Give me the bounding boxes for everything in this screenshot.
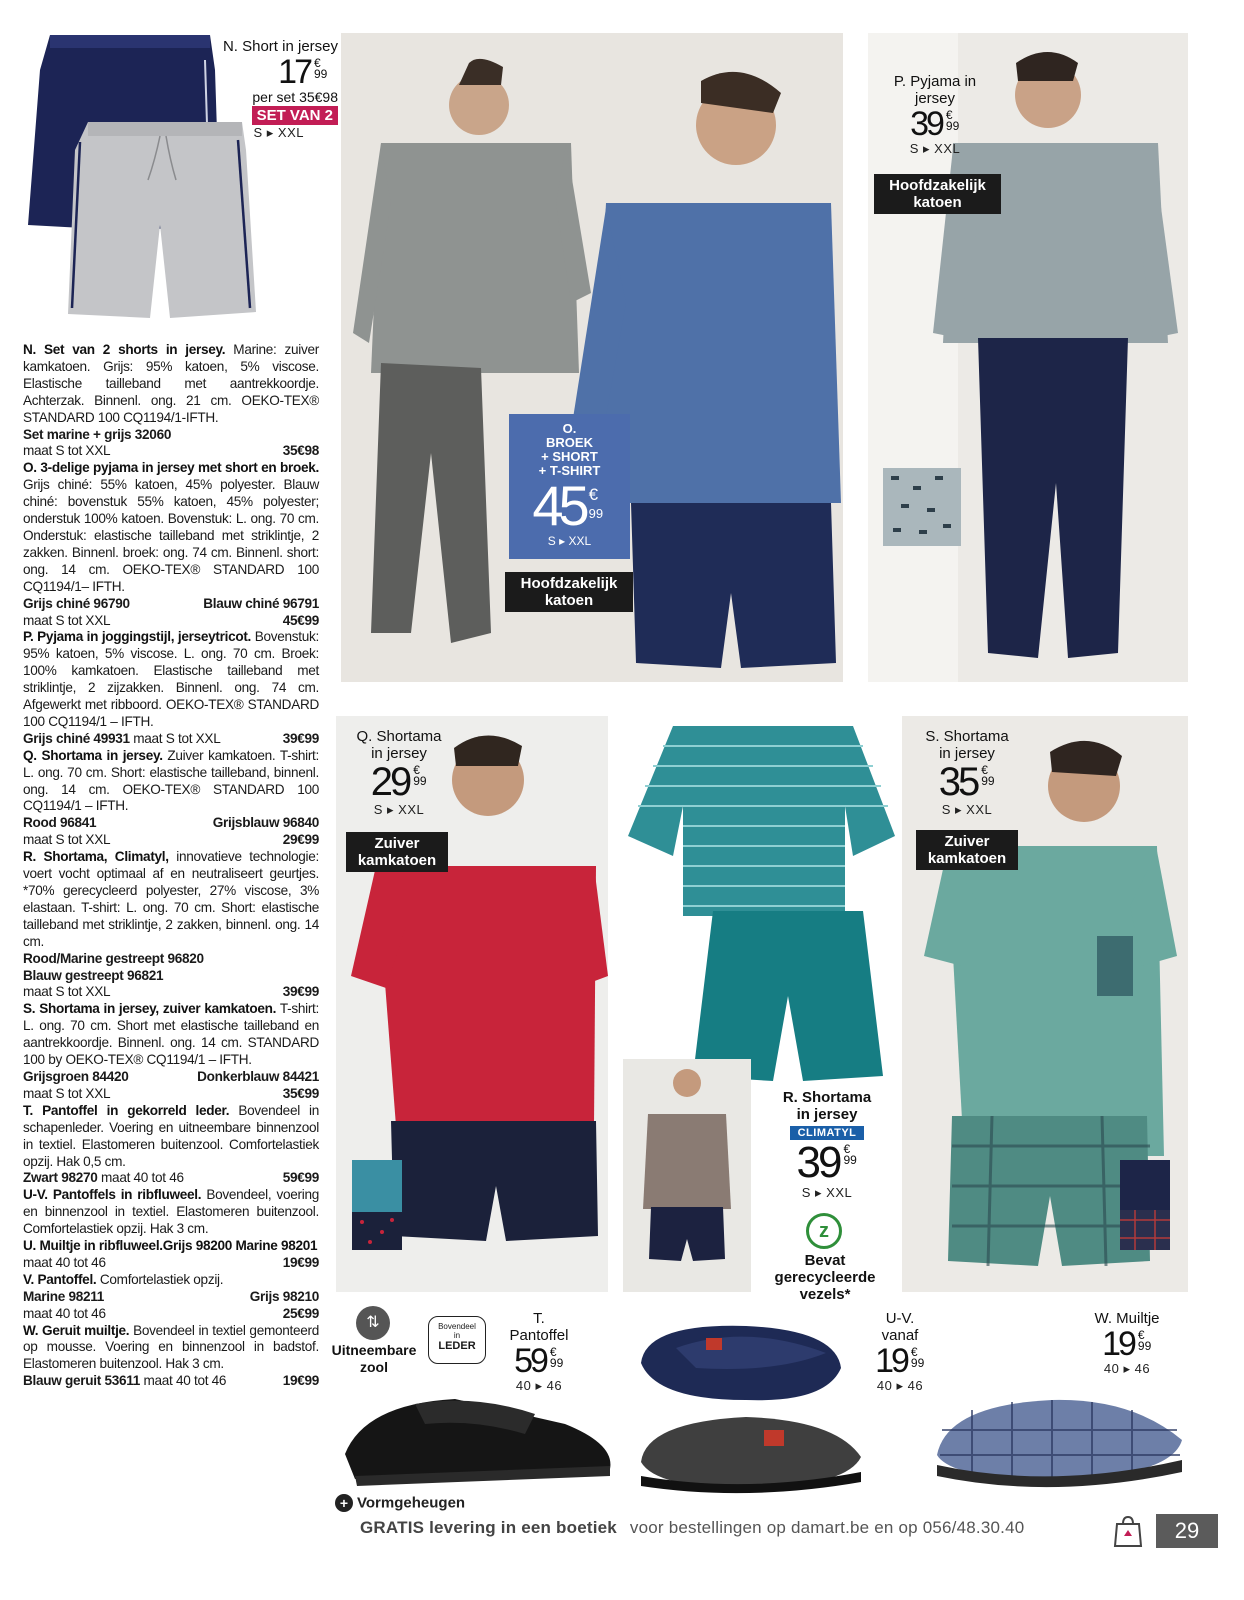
callout-t-price: 59 € 99 — [514, 1342, 564, 1380]
callout-n-title: N. Short in jersey — [222, 38, 338, 55]
callout-r-line2: in jersey — [796, 1106, 858, 1123]
tag-q-cotton: Zuiver kamkatoen — [346, 832, 448, 872]
callout-s-line2: in jersey — [939, 745, 995, 762]
price-callout-n — [200, 38, 350, 141]
callout-q-price: 29 € 99 — [370, 760, 427, 804]
plus-icon: + — [335, 1494, 353, 1512]
callout-p-line1: P. Pyjama in — [893, 73, 977, 90]
callout-w-line1: W. Muiltje — [1094, 1310, 1160, 1327]
leather-icon: Bovendeel in LEDER — [428, 1316, 486, 1364]
swatch-q-navy — [352, 1212, 402, 1250]
desc-r-price-row: maat S tot XXL 39€99 — [23, 984, 319, 1000]
callout-r-line1: R. Shortama — [782, 1089, 872, 1106]
callout-w-size: 40 ▸ 46 — [1103, 1361, 1151, 1376]
shopping-bag-icon — [1112, 1514, 1144, 1548]
tag-s-cotton: Zuiver kamkatoen — [916, 830, 1018, 870]
slipper-w-photo — [932, 1380, 1190, 1495]
callout-s-size: S ▸ XXL — [941, 802, 993, 817]
price-callout-p — [880, 73, 990, 157]
product-descriptions: N. Set van 2 shorts in jersey. Marine: zuiver kamkatoen. Grijs: 95% katoen, 5% viscose. Elastische tailleband met aantrekkoordje. Achterzak. Binnenl. ong. 21 cm. OEKO-TEX® STANDARD 100 CQ1194/1-IFTH. Set marine + grijs 32060 maat S tot XXL 35€98 O. 3-delige pyjama in jersey met short en broek. Grijs chiné: 55% katoen, 45% polyester. Blauw chiné: bovenstuk 55% katoen, 45% polyester; onderstuk 100% katoen. Bovenstuk: L. ong. 70 cm. Onderstuk: elastische tailleband met striklintje, 2 zakken. Binnenl. broek: ong. 74 cm. Binnenl. short: ong. 14 cm. OEKO-TEX® STANDARD 100 CQ1194/1– IFTH. Grijs chiné 96790 Blauw chiné 96791 maat S tot XXL 45€99 P. Pyjama in joggingstijl, jerseytricot. Bovenstuk: 95% katoen, 5% viscose. L. ong. 70 cm. Broek: 100% kamkatoen. Elastische tailleband met striklintje, 2 zijzakken. Binnenl. ong. 74 cm. Afgewerkt met ribboord. OEKO-TEX® STANDARD 100 CQ1194/1 – IFTH. Grijs chiné 49931 maat S tot XXL 39€99 Q. Shortama in jersey. Zuiver kamkatoen. T-shirt: L. ong. 70 cm. Short: elastische tailleband, binnenl. ong. 14 cm. OEKO-TEX® STANDARD 100 CQ1194/1 – IFTH. Rood 96841 Grijsblauw 96840 maat S tot XXL 29€99 R. Shortama, Climatyl, innovatieve technologie: voert vocht optimaal af en neutraliseert geurtjes. *70% gerecycleerd polyester, 27% viscose, 3% elastaan. T-shirt: L. ong. 70 cm. Short: elastische tailleband met striklintje, 2 zakken, binnenl. ong. 14 cm. Rood/Marine gestreept 96820 Blauw gestreept 96821 maat S tot XXL 39€99 S. Shortama in jersey, zuiver kamkatoen. T-shirt: L. ong. 70 cm. Short met elastische tailleband en aantrekkoordje. Binnenl. ong. 14 cm. STANDARD 100 by OEKO-TEX® CQ1194/1 – IFTH. Grijsgroen 84420 Donkerblauw 84421 maat S tot XXL 35€99 T. Pantoffel in gekorreld leder. Bovendeel in schapenleder. Voering en uitneembare binnenzool in textiel. Elastomeren buitenzool. Comfortelastiek opzij. Hak 0,5 cm. Zwart 98270 maat 40 tot 46 59€99 U-V. Pantoffels in ribfluweel. Bovendeel, voering en binnenzool in textiel. Elastomeren buitenzool. Comfortelastiek opzij. Hak 3 cm. U. Muiltje in ribfluweel.Grijs 98200 Marine 98201 maat 40 tot 46 19€99 V. Pantoffel. Comfortelastiek opzij. Marine 98211 Grijs 98210 maat 40 tot 46 25€99 W. Geruit muiltje. Bovendeel in textiel gemonteerd op mousse. Voering en binnenzool in badstof. Elastomeren buitenzool. Hak 3 cm. Blauw geruit 53611 maat 40 tot 46 19€99 — [23, 342, 320, 1389]
callout-n-price: 17 € 99 — [278, 53, 328, 91]
slipper-u-photo — [636, 1318, 846, 1408]
desc-o: O. 3-delige pyjama in jersey met short en broek. Grijs chiné: 55% katoen, 45% polyester. Blauw chiné: bovenstuk 55% katoen, 45% polyester; onderstuk 100% katoen. Bovenstuk: L. ong. 70 cm. Onderstuk: elastische tailleband met striklintje, 2 zakken. Binnenl. broek: ong. 74 cm. Binnenl. short: ong. 14 cm. OEKO-TEX® STANDARD 100 CQ1194/1– IFTH. — [23, 460, 319, 594]
tag-p-cotton: Hoofdzakelijk katoen — [874, 174, 1001, 214]
callout-t-line1: T. — [533, 1310, 545, 1327]
desc-n: N. Set van 2 shorts in jersey. Marine: zuiver kamkatoen. Grijs: 95% katoen, 5% viscose. Elastische tailleband met aantrekkoordje. Achterzak. Binnenl. ong. 21 cm. OEKO-TEX® STANDARD 100 CQ1194/1-IFTH. — [23, 342, 319, 425]
callout-r-size: S ▸ XXL — [801, 1185, 853, 1200]
callout-t-line2: Pantoffel — [509, 1327, 569, 1344]
callout-uv-line1: U-V. — [885, 1310, 915, 1327]
slipper-t-photo — [335, 1384, 620, 1494]
fabric-swatch-p — [883, 468, 961, 546]
desc-u-price-row: maat 40 tot 46 19€99 — [23, 1254, 319, 1270]
callout-p-price: 39 € 99 — [910, 105, 960, 143]
callout-s-line1: S. Shortama — [925, 728, 1009, 745]
callout-s-price: 35 € 99 — [938, 760, 995, 804]
desc-n-price-row: maat S tot XXL 35€98 — [23, 443, 319, 459]
desc-w: W. Geruit muiltje. Bovendeel in textiel gemonteerd op mousse. Voering en binnenzool in badstof. Elastomeren buitenzool. Hak 3 cm. — [23, 1322, 319, 1372]
desc-o-price-row: maat S tot XXL 45€99 — [23, 612, 319, 628]
climatyl-badge: CLIMATYL — [790, 1126, 865, 1140]
callout-q-line2: in jersey — [371, 745, 427, 762]
price-callout-w — [1082, 1310, 1172, 1377]
swatch-s-plaid — [1120, 1210, 1170, 1250]
shortama-r-flat-photo — [623, 716, 901, 1086]
callout-q-line1: Q. Shortama — [356, 728, 442, 745]
callout-o-price: 45 € 99 — [532, 474, 604, 537]
price-callout-t — [494, 1310, 584, 1394]
callout-uv-size: 40 ▸ 46 — [876, 1378, 924, 1393]
slipper-v-photo — [636, 1402, 866, 1494]
callout-p-size: S ▸ XXL — [909, 141, 961, 156]
price-callout-uv — [860, 1310, 940, 1394]
footer-contact: voor bestellingen op damart.be en op 056/48.30.40 — [629, 1518, 1025, 1537]
swatch-s-navy — [1120, 1160, 1170, 1210]
desc-v-price-row: maat 40 tot 46 25€99 — [23, 1305, 319, 1321]
page-number: 29 — [1156, 1514, 1218, 1548]
desc-w-price-row: Blauw geruit 53611 maat 40 tot 46 19€99 — [23, 1373, 319, 1389]
desc-uv: U-V. Pantoffels in ribfluweel. Bovendeel, voering en binnenzool in textiel. Elastomeren buitenzool. Comfortelastiek opzij. Hak 3 cm. — [23, 1187, 319, 1237]
desc-s-price-row: maat S tot XXL 35€99 — [23, 1085, 319, 1101]
callout-n-size: S ▸ XXL — [253, 125, 304, 140]
callout-r-price: 39 € 99 — [796, 1138, 857, 1187]
desc-p: P. Pyjama in joggingstijl, jerseytricot. Bovenstuk: 95% katoen, 5% viscose. L. ong. 70 cm. Broek: 100% kamkatoen. Elastische tailleband met striklintje, 2 zijzakken. Binnenl. ong. 74 cm. Afgewerkt met ribboord. OEKO-TEX® STANDARD 100 CQ1194/1 – IFTH. — [23, 629, 319, 729]
callout-q-size: S ▸ XXL — [373, 802, 425, 817]
price-callout-q — [340, 728, 458, 818]
callout-o-line3: + SHORT — [541, 449, 598, 464]
callout-t-size: 40 ▸ 46 — [515, 1378, 563, 1393]
callout-o-line2: BROEK — [546, 435, 593, 450]
removable-sole-label: Uitneembare zool — [331, 1342, 417, 1375]
desc-r: R. Shortama, Climatyl, innovatieve technologie: voert vocht optimaal af en neutraliseert geurtjes. *70% gerecycleerd polyester, 27% viscose, 3% elastaan. T-shirt: L. ong. 70 cm. Short: elastische tailleband met striklintje, 2 zakken, binnenl. ong. 14 cm. — [23, 849, 319, 949]
callout-o-line1: O. — [562, 421, 577, 436]
desc-p-price-row: Grijs chiné 49931 maat S tot XXL 39€99 — [23, 730, 319, 746]
callout-o-panel — [509, 414, 630, 559]
callout-p-line2: jersey — [914, 90, 955, 107]
callout-o-line4: + T-SHIRT — [538, 463, 601, 478]
footer-free-delivery: GRATIS levering in een boetiek — [360, 1518, 617, 1537]
price-callout-r — [768, 1089, 886, 1201]
desc-u: U. Muiltje in ribfluweel.Grijs 98200 Marine 98201 — [23, 1238, 318, 1254]
footer-delivery-note — [360, 1518, 1024, 1538]
callout-w-price: 19 € 99 — [1102, 1325, 1152, 1363]
eco-icon: z — [806, 1213, 842, 1249]
desc-s: S. Shortama in jersey, zuiver kamkatoen. T-shirt: L. ong. 70 cm. Short met elastische tailleband en aantrekkoordje. Binnenl. ong. 14 cm. STANDARD 100 by OEKO-TEX® CQ1194/1 – IFTH. — [23, 1001, 320, 1068]
callout-uv-line2: vanaf — [881, 1327, 919, 1344]
set-badge: SET VAN 2 — [252, 106, 338, 125]
shortama-r-model-photo — [623, 1059, 751, 1292]
desc-q-price-row: maat S tot XXL 29€99 — [23, 832, 319, 848]
desc-t: T. Pantoffel in gekorreld leder. Bovendeel in schapenleder. Voering en uitneembare binnenzool in textiel. Elastomeren buitenzool. Comfortelastiek opzij. Hak 0,5 cm. — [23, 1102, 319, 1169]
callout-o-size: S ▸ XXL — [547, 534, 592, 548]
callout-uv-price: 19 € 99 — [875, 1342, 925, 1380]
memory-foam-note: + Vormgeheugen — [335, 1494, 465, 1512]
price-callout-s — [908, 728, 1026, 818]
tag-o-cotton: Hoofdzakelijk katoen — [505, 572, 633, 612]
callout-n-per-set: per set 35€98 — [252, 89, 338, 105]
desc-v: V. Pantoffel. Comfortelastiek opzij. — [23, 1271, 224, 1287]
desc-q: Q. Shortama in jersey. Zuiver kamkatoen. T-shirt: L. ong. 70 cm. Short: elastische tailleband, binnenl. ong. 14 cm. OEKO-TEX® STANDARD 100 CQ1194/1 – IFTH. — [23, 747, 320, 814]
eco-label: Bevat gerecycleerde vezels* — [774, 1252, 876, 1303]
removable-sole-icon: ⇅ — [356, 1306, 390, 1340]
desc-t-price-row: Zwart 98270 maat 40 tot 46 59€99 — [23, 1170, 319, 1186]
swatch-q-blue — [352, 1160, 402, 1212]
